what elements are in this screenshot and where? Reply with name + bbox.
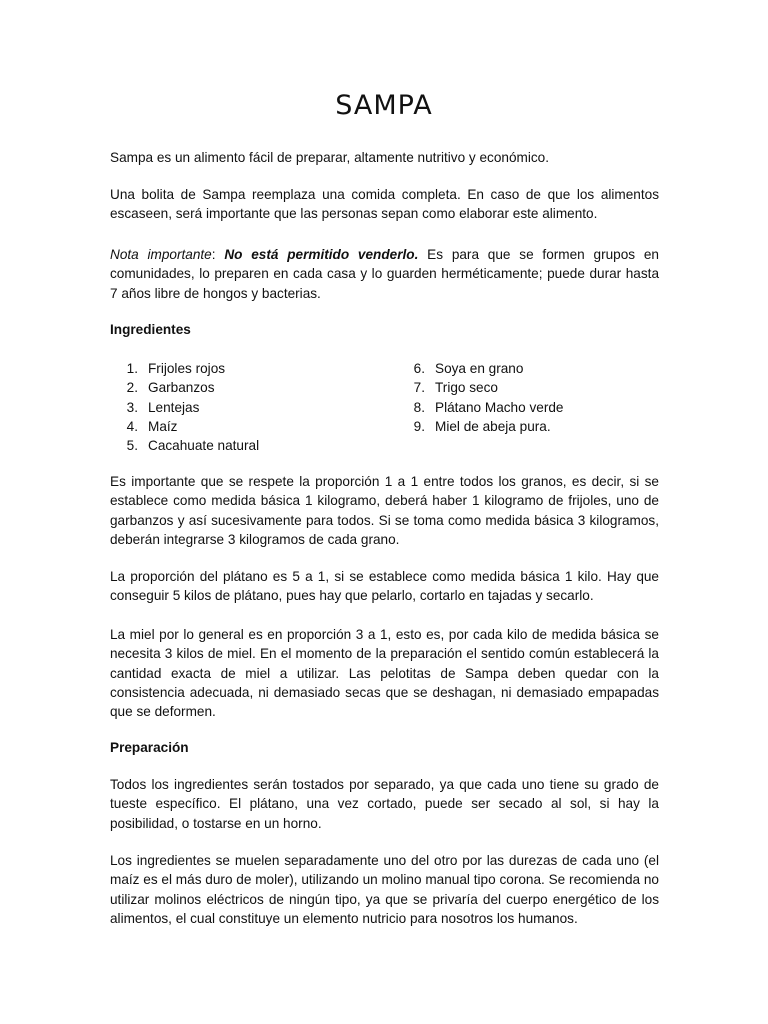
item-label: Trigo seco	[435, 380, 498, 396]
preparation-paragraph-2: Los ingredientes se muelen separadamente uno del otro por las durezas de cada uno (el maíz es el más duro de moler), utilizando un molino manual tipo corona. Se recomienda no utilizar molinos eléctricos de ningún tipo, ya que se privaría del cuerpo energético de los alimentos, el cual constituye un elemento nutricio para nosotros los humanos.	[110, 853, 659, 926]
item-label: Maíz	[148, 418, 178, 434]
paragraph-2: Una bolita de Sampa reemplaza una comida completa. En caso de que los alimentos escaseen, será importante que las personas sepan como elaborar este alimento.	[110, 187, 659, 222]
page-title: SAMPA	[335, 90, 433, 121]
list-item	[397, 417, 657, 436]
item-label: Plátano Macho verde	[435, 399, 564, 415]
item-number: 6.	[413, 361, 425, 376]
item-number: 5.	[126, 438, 138, 454]
ingredients-list-left	[110, 359, 410, 455]
preparation-heading: Preparación	[110, 740, 189, 755]
list-item	[110, 417, 410, 436]
list-item	[397, 378, 657, 397]
item-number: 7.	[413, 380, 425, 396]
list-item	[397, 398, 657, 417]
item-label: Miel de abeja pura.	[435, 418, 551, 434]
item-label: Cacahuate natural	[148, 438, 260, 454]
banana-proportion-paragraph: La proporción del plátano es 5 a 1, si se establece como medida básica 1 kilo. Hay que conseguir 5 kilos de plátano, pues hay que pelarlo, cortarlo en tajadas y secarlo.	[110, 569, 659, 604]
note-colon: :	[211, 247, 216, 262]
item-number: 3.	[126, 399, 138, 415]
item-number: 9.	[413, 418, 425, 434]
grains-proportion-paragraph: Es importante que se respete la proporción 1 a 1 entre todos los granos, es decir, si se establece como medida básica 1 kilogramo, deberá haber 1 kilogramo de frijoles, uno de garbanzos y así sucesivamente para todos. Si se toma como medida básica 3 kilogramos, deberán integrarse 3 kilogramos de cada grano.	[110, 474, 659, 547]
list-item	[110, 398, 410, 417]
item-label: Frijoles rojos	[148, 361, 226, 376]
ingredients-list-right	[397, 359, 657, 436]
note-warning: No está permitido venderlo.	[224, 247, 419, 262]
item-number: 8.	[413, 399, 425, 415]
note-paragraph	[110, 245, 659, 303]
note-label: Nota importante	[110, 247, 212, 262]
honey-proportion-paragraph: La miel por lo general es en proporción 3 a 1, esto es, por cada kilo de medida básica se necesita 3 kilos de miel. En el momento de la preparación el sentido común establecerá la cantidad exacta de miel a utilizar. Las pelotitas de Sampa deben quedar con la consistencia adecuada, ni demasiado secas que se deshagan, ni demasiado empapadas que se deformen.	[110, 627, 659, 720]
list-item	[110, 378, 410, 397]
preparation-paragraph-1: Todos los ingredientes serán tostados por separado, ya que cada uno tiene su grado de tueste específico. El plátano, una vez cortado, puede ser secado al sol, si hay la posibilidad, o tostarse en un horno.	[110, 777, 659, 831]
item-number: 1.	[126, 361, 138, 376]
item-number: 2.	[126, 380, 138, 396]
item-label: Soya en grano	[435, 361, 524, 376]
list-item	[397, 359, 657, 378]
intro-paragraph: Sampa es un alimento fácil de preparar, altamente nutritivo y económico.	[110, 150, 550, 165]
item-label: Lentejas	[148, 399, 200, 415]
ingredients-heading: Ingredientes	[110, 322, 191, 337]
list-item	[110, 436, 410, 455]
item-label: Garbanzos	[148, 380, 215, 396]
list-item	[110, 359, 410, 378]
note-text: Es para que se formen grupos en comunidades, lo preparen en cada casa y lo guarden herméticamente; puede durar hasta 7 años libre de hongos y bacterias.	[110, 247, 659, 301]
item-number: 4.	[126, 418, 138, 434]
